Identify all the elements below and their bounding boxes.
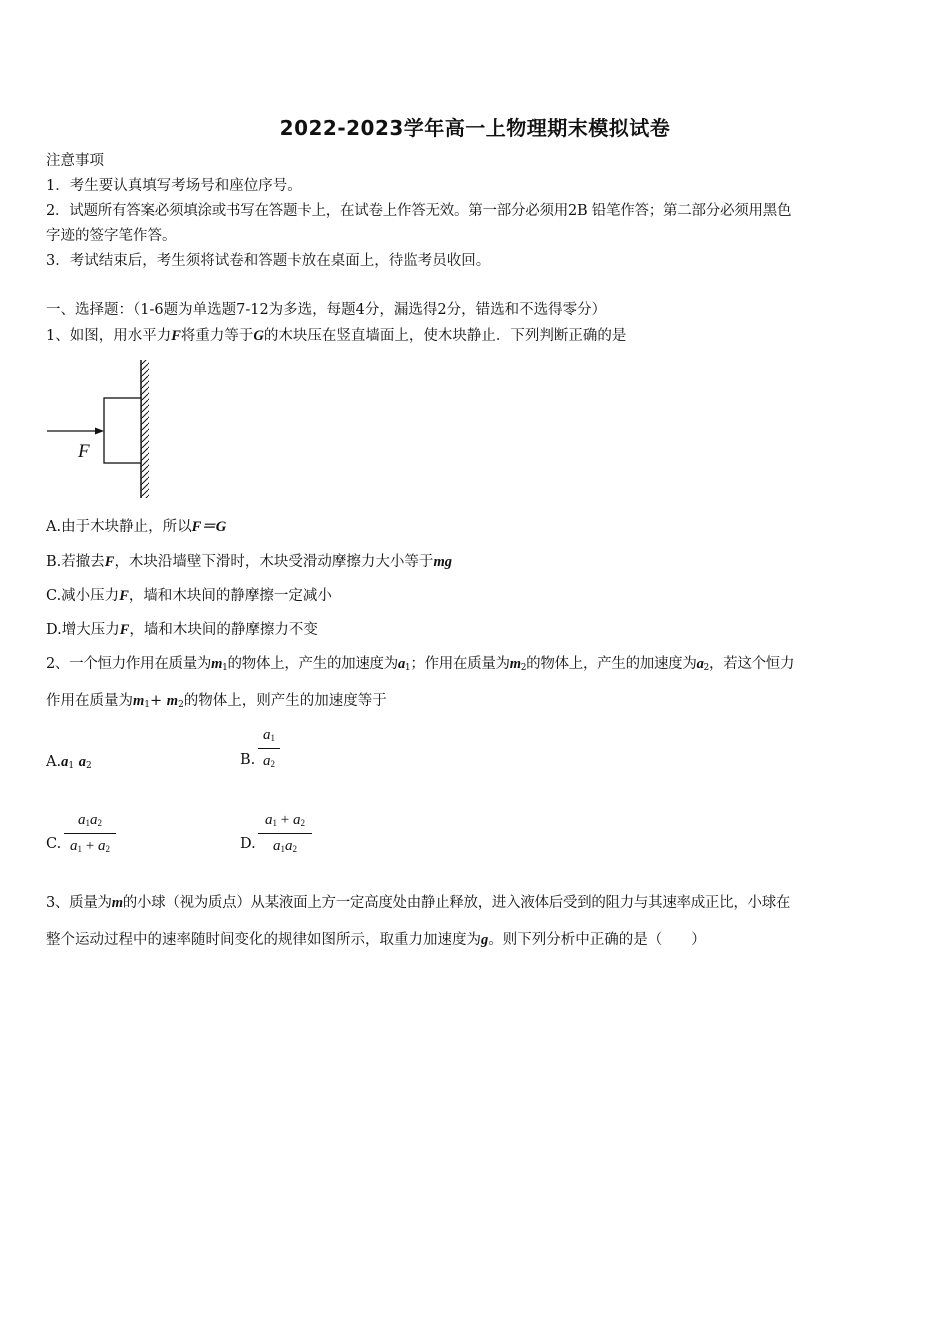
fraction-numerator: $a_1a_2$ bbox=[78, 812, 102, 828]
fraction-denominator: $a_2$ bbox=[263, 753, 275, 769]
q2-stem-line-2: 作用在质量为$m_1+ m_2$的物体上，则产生的加速度等于 bbox=[46, 693, 387, 710]
force-label: F bbox=[78, 441, 90, 462]
q1-option-c: C.减小压力F，墙和木块间的静摩擦一定减小 bbox=[46, 588, 332, 604]
q1-figure bbox=[40, 358, 160, 500]
q2-option-a: $A.a_1$ $a_2$ bbox=[46, 754, 92, 771]
q2-option-d-label: D. bbox=[240, 836, 256, 852]
force-arrow-head bbox=[95, 428, 104, 435]
notice-item-2: 2．试题所有答案必须填涂或书写在答题卡上，在试卷上作答无效。第一部分必须用2B 铅笔作答；第二部分必须用黑色 bbox=[46, 203, 792, 219]
fraction-numerator: $a_1$ bbox=[263, 727, 275, 743]
wood-block bbox=[104, 398, 141, 463]
q1-stem: 1、如图，用水平力F将重力等于G的木块压在竖直墙面上，使木块静止．下列判断正确的是 bbox=[46, 328, 627, 344]
q3-stem-line-2: 整个运动过程中的速率随时间变化的规律如图所示，取重力加速度为g。则下列分析中正确的是（ ） bbox=[46, 932, 706, 948]
q2-stem-line-1: 2、一个恒力作用在质量为$m_1$的物体上，产生的加速度为$a_1$；作用在质量为$m_2$的物体上，产生的加速度为$a_2$，若这个恒力 bbox=[46, 656, 795, 673]
q1-option-d: D.增大压力F，墙和木块间的静摩擦力不变 bbox=[46, 622, 318, 638]
q1-option-b: B.若撤去F，木块沿墙壁下滑时，木块受滑动摩擦力大小等于mg bbox=[46, 554, 452, 570]
notice-item-3: 3．考试结束后，考生须将试卷和答题卡放在桌面上，待监考员收回。 bbox=[46, 253, 491, 269]
fraction-bar bbox=[258, 748, 280, 749]
section-heading: 一、选择题：（1-6题为单选题7-12为多选，每题4分，漏选得2分，错选和不选得零分） bbox=[46, 302, 607, 318]
page-title: 2022-2023学年高一上物理期末模拟试卷 bbox=[279, 116, 671, 140]
q2-option-b-label: B. bbox=[240, 752, 256, 768]
wall-hatching bbox=[141, 360, 149, 498]
q2-option-c-fraction bbox=[64, 812, 116, 862]
fraction-bar bbox=[258, 833, 312, 834]
fraction-denominator: $a_1 + a_2$ bbox=[70, 838, 110, 854]
q2-option-c-label: C. bbox=[46, 836, 62, 852]
fraction-numerator: $a_1 + a_2$ bbox=[265, 812, 305, 828]
notice-item-2-cont: 字迹的签字笔作答。 bbox=[46, 228, 177, 244]
fraction-bar bbox=[64, 833, 116, 834]
notice-heading: 注意事项 bbox=[46, 153, 104, 169]
notice-item-1: 1．考生要认真填写考场号和座位序号。 bbox=[46, 178, 302, 194]
q1-option-a: A.由于木块静止，所以F＝G bbox=[46, 519, 227, 535]
q2-option-b-fraction bbox=[258, 727, 280, 777]
q3-stem-line-1: 3、质量为m的小球（视为质点）从某液面上方一定高度处由静止释放，进入液体后受到的阻力与其速率成正比，小球在 bbox=[46, 895, 791, 911]
q2-option-d-fraction bbox=[258, 812, 312, 862]
fraction-denominator: $a_1a_2$ bbox=[273, 838, 297, 854]
